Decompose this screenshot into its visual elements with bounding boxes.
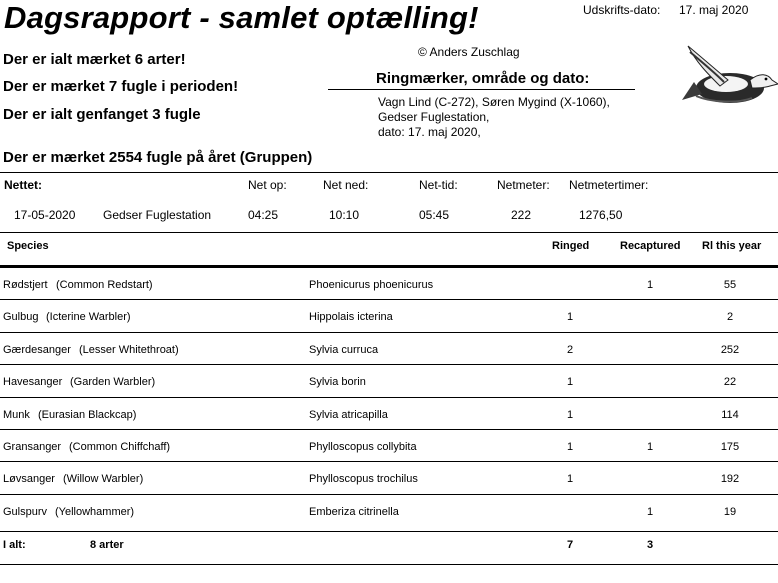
col-header-recaptured: Recaptured bbox=[620, 240, 681, 252]
species-english-name: (Garden Warbler) bbox=[70, 376, 156, 389]
net-label-meters: Netmeter: bbox=[497, 178, 550, 192]
col-header-ringed: Ringed bbox=[552, 240, 590, 252]
ringer-divider bbox=[328, 89, 635, 90]
recaptured-count: 1 bbox=[646, 279, 654, 291]
table-bottom-divider bbox=[0, 564, 778, 565]
net-time-value: 05:45 bbox=[419, 208, 450, 222]
species-english-name: (Common Redstart) bbox=[56, 279, 153, 291]
year-count: 19 bbox=[723, 505, 737, 518]
table-row bbox=[0, 270, 778, 302]
summary-recaptured: Der er ialt genfanget 3 fugle bbox=[3, 106, 201, 123]
ringer-line-names: Vagn Lind (C-272), Søren Mygind (X-1060), bbox=[378, 95, 610, 109]
species-latin-name: Phylloscopus collybita bbox=[309, 441, 417, 453]
row-divider bbox=[0, 364, 778, 365]
ringed-count: 2 bbox=[566, 343, 574, 356]
net-meter-hours-value: 1276,50 bbox=[579, 208, 623, 222]
species-latin-name: Phylloscopus trochilus bbox=[309, 473, 418, 486]
row-divider bbox=[0, 332, 778, 333]
net-top-divider bbox=[0, 172, 778, 173]
col-header-species: Species bbox=[7, 240, 49, 252]
net-down-value: 10:10 bbox=[329, 208, 360, 222]
year-count: 192 bbox=[720, 473, 740, 486]
net-station: Gedser Fuglestation bbox=[103, 208, 212, 222]
net-meters-value: 222 bbox=[511, 208, 532, 222]
eider-duck-icon bbox=[680, 42, 778, 114]
table-row bbox=[0, 302, 778, 334]
year-count: 175 bbox=[720, 441, 740, 453]
table-row bbox=[0, 432, 778, 464]
species-english-name: (Common Chiffchaff) bbox=[69, 441, 171, 453]
recaptured-count: 1 bbox=[646, 441, 654, 453]
ringed-count: 1 bbox=[566, 376, 574, 389]
species-latin-name: Sylvia borin bbox=[309, 376, 366, 389]
summary-species-count: Der er ialt mærket 6 arter! bbox=[3, 51, 186, 68]
total-label: I alt: bbox=[3, 539, 26, 551]
table-header-rule bbox=[0, 265, 778, 268]
total-recaptured: 3 bbox=[646, 539, 654, 551]
row-divider bbox=[0, 494, 778, 495]
species-danish-name: Gransanger bbox=[3, 441, 62, 453]
species-danish-name: Gærdesanger bbox=[3, 343, 71, 356]
species-latin-name: Emberiza citrinella bbox=[309, 505, 399, 518]
net-label-down: Net ned: bbox=[323, 178, 369, 192]
total-ringed: 7 bbox=[566, 539, 574, 551]
page-title: Dagsrapport - samlet optælling! bbox=[4, 0, 479, 35]
net-label-time: Net-tid: bbox=[419, 178, 458, 192]
recaptured-count: 1 bbox=[646, 505, 654, 518]
species-latin-name: Sylvia curruca bbox=[309, 343, 379, 356]
table-top-divider bbox=[0, 232, 778, 233]
table-row bbox=[0, 464, 778, 496]
species-english-name: (Icterine Warbler) bbox=[46, 311, 131, 324]
ringer-heading: Ringmærker, område og dato: bbox=[376, 70, 590, 87]
ringed-count: 1 bbox=[566, 408, 574, 421]
species-danish-name: Løvsanger bbox=[3, 473, 55, 486]
net-label-meter-hours: Netmetertimer: bbox=[569, 178, 649, 192]
ringer-line-date: dato: 17. maj 2020, bbox=[378, 125, 481, 139]
net-up-value: 04:25 bbox=[248, 208, 279, 222]
ringer-line-station: Gedser Fuglestation, bbox=[378, 110, 490, 124]
col-header-year: Rl this year bbox=[702, 240, 762, 252]
species-danish-name: Rødstjert bbox=[3, 279, 48, 291]
print-date-label: Udskrifts-dato: bbox=[583, 3, 661, 17]
species-danish-name: Gulbug bbox=[3, 311, 39, 324]
summary-year-total: Der er mærket 2554 fugle på året (Gruppen) bbox=[3, 149, 313, 166]
table-row bbox=[0, 497, 778, 529]
year-count: 2 bbox=[726, 311, 734, 324]
year-count: 22 bbox=[723, 376, 737, 389]
year-count: 114 bbox=[721, 408, 739, 421]
row-divider bbox=[0, 397, 778, 398]
ringed-count: 1 bbox=[566, 473, 574, 486]
net-label-up: Net op: bbox=[248, 178, 287, 192]
summary-birds-period: Der er mærket 7 fugle i perioden! bbox=[3, 78, 239, 95]
net-label-nettet: Nettet: bbox=[4, 178, 42, 192]
species-danish-name: Havesanger bbox=[3, 376, 63, 389]
ringed-count: 1 bbox=[566, 441, 574, 453]
year-count: 55 bbox=[723, 279, 737, 291]
total-species: 8 arter bbox=[90, 539, 124, 551]
year-count: 252 bbox=[720, 343, 740, 356]
species-english-name: (Willow Warbler) bbox=[63, 473, 144, 486]
species-latin-name: Phoenicurus phoenicurus bbox=[309, 279, 434, 291]
total-divider bbox=[0, 531, 778, 532]
species-english-name: (Eurasian Blackcap) bbox=[38, 408, 137, 421]
table-row bbox=[0, 400, 778, 432]
table-row bbox=[0, 335, 778, 367]
species-latin-name: Hippolais icterina bbox=[309, 311, 393, 324]
row-divider bbox=[0, 461, 778, 462]
species-english-name: (Yellowhammer) bbox=[55, 505, 135, 518]
copyright-text: © Anders Zuschlag bbox=[418, 45, 520, 59]
species-english-name: (Lesser Whitethroat) bbox=[79, 343, 179, 356]
species-latin-name: Sylvia atricapilla bbox=[309, 408, 388, 421]
species-danish-name: Munk bbox=[3, 408, 30, 421]
row-divider bbox=[0, 429, 778, 430]
row-divider bbox=[0, 299, 778, 300]
species-danish-name: Gulspurv bbox=[3, 505, 48, 518]
net-date: 17-05-2020 bbox=[14, 208, 76, 222]
table-row bbox=[0, 367, 778, 399]
ringed-count: 1 bbox=[566, 311, 574, 324]
print-date-value: 17. maj 2020 bbox=[679, 3, 749, 17]
